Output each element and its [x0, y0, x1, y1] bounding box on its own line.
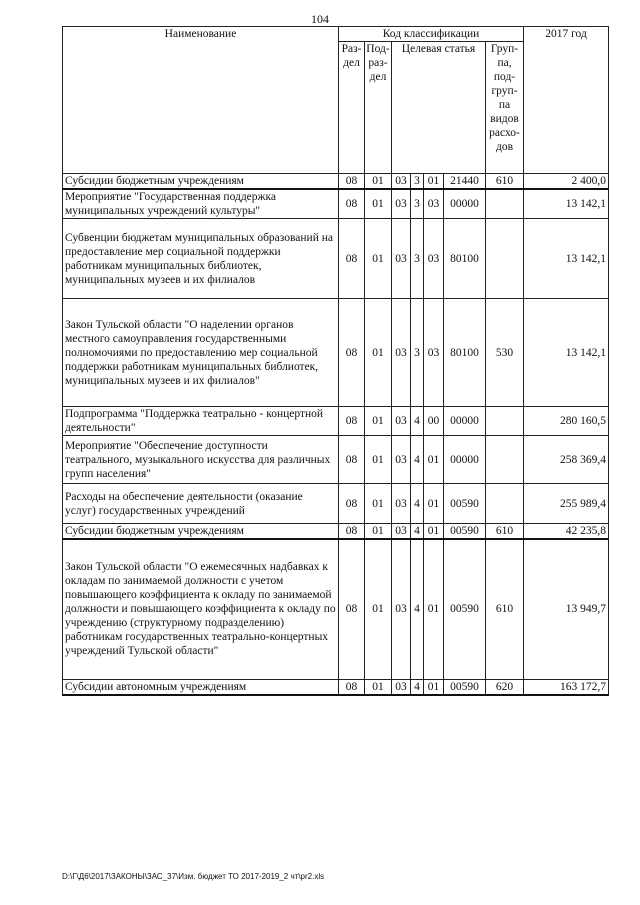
target-code-subprogram: 3 — [411, 299, 424, 407]
expense-type-code — [486, 484, 524, 524]
header-section: Раз- дел — [339, 42, 365, 174]
section-code: 08 — [339, 189, 365, 219]
row-name: Мероприятие "Обеспечение доступности театрального, музыкального искусства для различных групп населения" — [63, 436, 339, 484]
table-row — [63, 436, 609, 484]
section-code: 08 — [339, 219, 365, 299]
target-code-direction: 80100 — [444, 219, 486, 299]
row-name: Расходы на обеспечение деятельности (оказание услуг) государственных учреждений — [63, 484, 339, 524]
amount-2017: 42 235,8 — [524, 524, 609, 540]
header-expense-group: Груп- па, под- груп- па видов расхо- дов — [486, 42, 524, 174]
amount-2017: 13 142,1 — [524, 219, 609, 299]
section-code: 08 — [339, 436, 365, 484]
header-year: 2017 год — [524, 27, 609, 174]
target-code-program: 03 — [392, 219, 411, 299]
target-code-program: 03 — [392, 407, 411, 436]
subsection-code: 01 — [365, 436, 392, 484]
section-code: 08 — [339, 679, 365, 695]
target-code-direction: 00590 — [444, 484, 486, 524]
target-code-direction: 00000 — [444, 436, 486, 484]
table-row — [63, 407, 609, 436]
row-name: Мероприятие "Государственная поддержка муниципальных учреждений культуры" — [63, 189, 339, 219]
section-code: 08 — [339, 174, 365, 190]
amount-2017: 255 989,4 — [524, 484, 609, 524]
row-name: Закон Тульской области "О ежемесячных надбавках к окладам по занимаемой должности с учетом повышающего коэффициента к окладу по занимаемой должности и повышающего коэффициента к окладу по учреждению (структурному подразделению) работникам государственных театрально-концертных учреждений Тульской области" — [63, 539, 339, 679]
target-code-direction: 00590 — [444, 679, 486, 695]
amount-2017: 2 400,0 — [524, 174, 609, 190]
row-name: Закон Тульской области "О наделении органов местного самоуправления государственными полномочиями по предоставлению мер социальной поддержки работникам муниципальных библиотек, муниципальных музеев и их филиалов" — [63, 299, 339, 407]
expense-type-code: 610 — [486, 174, 524, 190]
amount-2017: 13 949,7 — [524, 539, 609, 679]
target-code-event: 01 — [424, 436, 444, 484]
expense-type-code — [486, 436, 524, 484]
subsection-code: 01 — [365, 299, 392, 407]
target-code-subprogram: 4 — [411, 539, 424, 679]
amount-2017: 13 142,1 — [524, 299, 609, 407]
subsection-code: 01 — [365, 189, 392, 219]
target-code-direction: 00590 — [444, 539, 486, 679]
target-code-event: 03 — [424, 299, 444, 407]
target-code-program: 03 — [392, 484, 411, 524]
amount-2017: 13 142,1 — [524, 189, 609, 219]
table-row — [63, 174, 609, 190]
expense-type-code — [486, 407, 524, 436]
subsection-code: 01 — [365, 484, 392, 524]
table-header — [63, 27, 609, 174]
section-code: 08 — [339, 484, 365, 524]
target-code-program: 03 — [392, 174, 411, 190]
header-subsection: Под- раз- дел — [365, 42, 392, 174]
table-row — [63, 219, 609, 299]
header-classification: Код классификации — [339, 27, 524, 42]
target-code-subprogram: 3 — [411, 174, 424, 190]
row-name: Субсидии бюджетным учреждениям — [63, 524, 339, 540]
target-code-subprogram: 4 — [411, 679, 424, 695]
target-code-event: 03 — [424, 189, 444, 219]
row-name: Подпрограмма "Поддержка театрально - концертной деятельности" — [63, 407, 339, 436]
table-body — [63, 174, 609, 695]
expense-type-code: 530 — [486, 299, 524, 407]
page-number: 104 — [311, 12, 329, 26]
row-name: Субсидии автономным учреждениям — [63, 679, 339, 695]
subsection-code: 01 — [365, 524, 392, 540]
target-code-subprogram: 4 — [411, 524, 424, 540]
target-code-subprogram: 4 — [411, 407, 424, 436]
subsection-code: 01 — [365, 407, 392, 436]
amount-2017: 163 172,7 — [524, 679, 609, 695]
expense-type-code: 610 — [486, 539, 524, 679]
target-code-event: 01 — [424, 174, 444, 190]
expense-type-code — [486, 189, 524, 219]
target-code-direction: 00000 — [444, 407, 486, 436]
target-code-event: 03 — [424, 219, 444, 299]
expense-type-code — [486, 219, 524, 299]
table-row — [63, 524, 609, 540]
target-code-event: 01 — [424, 679, 444, 695]
target-code-program: 03 — [392, 539, 411, 679]
target-code-subprogram: 3 — [411, 189, 424, 219]
target-code-program: 03 — [392, 524, 411, 540]
target-code-event: 01 — [424, 484, 444, 524]
target-code-event: 01 — [424, 524, 444, 540]
table-row — [63, 484, 609, 524]
target-code-direction: 21440 — [444, 174, 486, 190]
budget-table — [62, 26, 609, 696]
target-code-program: 03 — [392, 299, 411, 407]
table-row — [63, 539, 609, 679]
target-code-subprogram: 4 — [411, 436, 424, 484]
subsection-code: 01 — [365, 219, 392, 299]
row-name: Субвенции бюджетам муниципальных образований на предоставление мер социальной поддержки работникам муниципальных библиотек, муниципальных музеев и их филиалов — [63, 219, 339, 299]
target-code-program: 03 — [392, 679, 411, 695]
table-row — [63, 299, 609, 407]
header-name: Наименование — [63, 27, 339, 174]
target-code-direction: 80100 — [444, 299, 486, 407]
subsection-code: 01 — [365, 174, 392, 190]
section-code: 08 — [339, 524, 365, 540]
target-code-direction: 00000 — [444, 189, 486, 219]
row-name: Субсидии бюджетным учреждениям — [63, 174, 339, 190]
table-row — [63, 679, 609, 695]
target-code-subprogram: 3 — [411, 219, 424, 299]
target-code-event: 01 — [424, 539, 444, 679]
subsection-code: 01 — [365, 539, 392, 679]
expense-type-code: 620 — [486, 679, 524, 695]
target-code-program: 03 — [392, 436, 411, 484]
subsection-code: 01 — [365, 679, 392, 695]
amount-2017: 258 369,4 — [524, 436, 609, 484]
expense-type-code: 610 — [486, 524, 524, 540]
target-code-subprogram: 4 — [411, 484, 424, 524]
table-row — [63, 189, 609, 219]
section-code: 08 — [339, 539, 365, 679]
section-code: 08 — [339, 299, 365, 407]
section-code: 08 — [339, 407, 365, 436]
file-path-footer: D:\Г\Д6\2017\ЗАКОНЫ\ЗАС_37\Изм. бюджет ТО 2017-2019_2 чт\pr2.xls — [62, 872, 325, 881]
target-code-program: 03 — [392, 189, 411, 219]
target-code-event: 00 — [424, 407, 444, 436]
target-code-direction: 00590 — [444, 524, 486, 540]
amount-2017: 280 160,5 — [524, 407, 609, 436]
header-target-article: Целевая статья — [392, 42, 486, 174]
